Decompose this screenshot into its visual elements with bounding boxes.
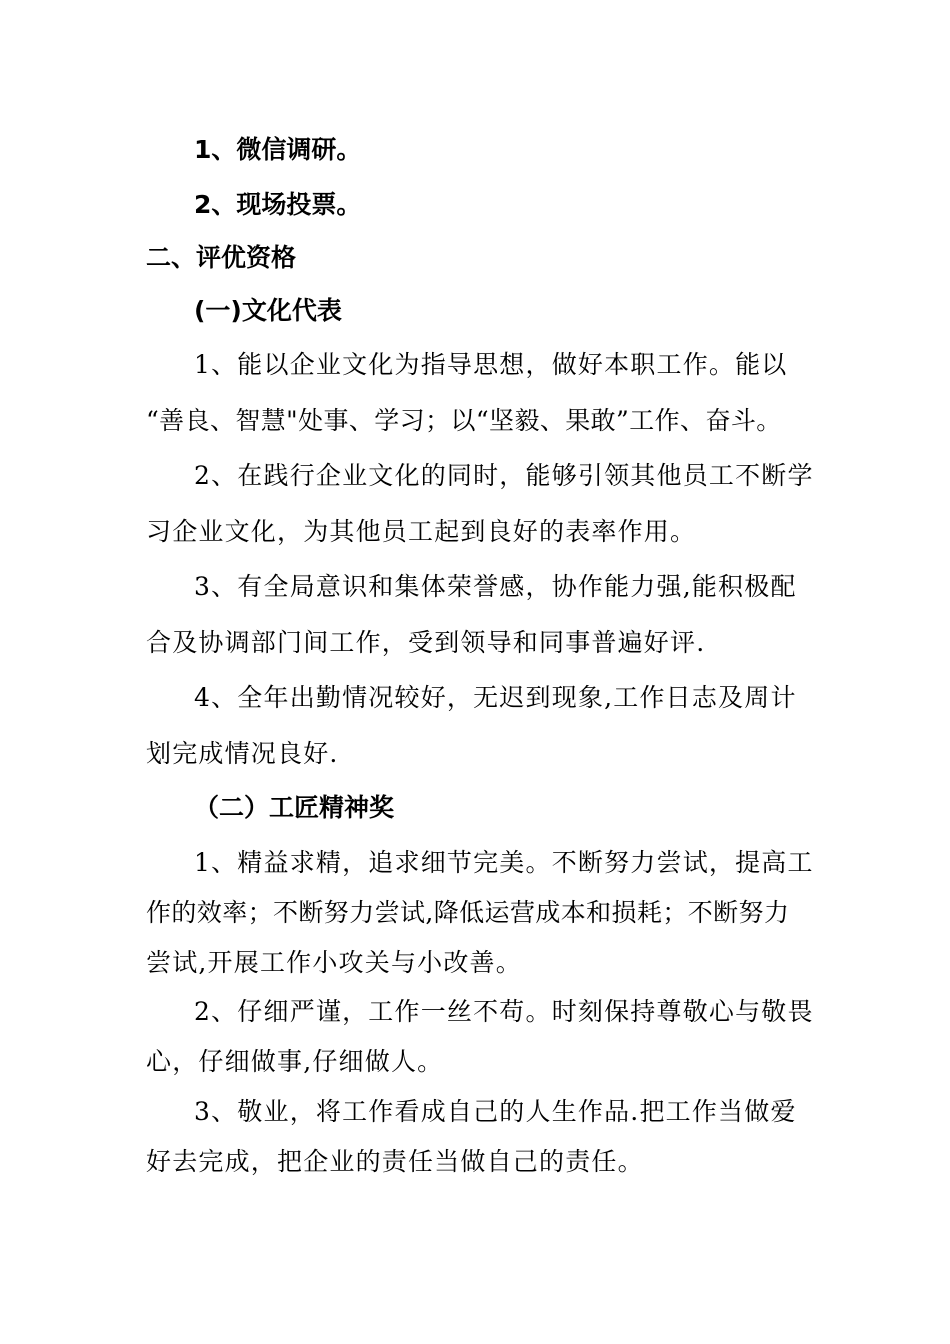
- subsection-heading-craftsman: （二）工匠精神奖: [194, 793, 395, 822]
- culture-item-4-line-2: 划完成情况良好.: [146, 739, 339, 768]
- craftsman-item-2-line-2: 心，仔细做事,仔细做人。: [146, 1047, 444, 1076]
- culture-item-2-line-2: 习企业文化，为其他员工起到良好的表率作用。: [146, 517, 697, 546]
- culture-item-1-line-1: 1、能以企业文化为指导思想，做好本职工作。能以: [194, 350, 788, 379]
- craftsman-item-1-line-1: 1、精益求精，追求细节完美。不断努力尝试，提高工: [194, 848, 814, 877]
- section-heading-qualification: 二、评优资格: [146, 243, 297, 272]
- craftsman-item-1-line-2: 作的效率；不断努力尝试,降低运营成本和损耗；不断努力: [146, 898, 790, 927]
- craftsman-item-3-line-1: 3、敬业，将工作看成自己的人生作品.把工作当做爱: [194, 1097, 797, 1126]
- culture-item-3-line-2: 合及协调部门间工作，受到领导和同事普遍好评.: [146, 628, 706, 657]
- culture-item-4-line-1: 4、全年出勤情况较好，无迟到现象,工作日志及周计: [194, 683, 797, 712]
- craftsman-item-3-line-2: 好去完成，把企业的责任当做自己的责任。: [146, 1147, 644, 1176]
- culture-item-1-line-2: “善良、智慧"处事、学习；以“坚毅、果敢”工作、奋斗。: [146, 406, 782, 435]
- culture-item-3-line-1: 3、有全局意识和集体荣誉感，协作能力强,能积极配: [194, 572, 797, 601]
- method-item-1: 1、微信调研。: [194, 135, 362, 164]
- method-item-2: 2、现场投票。: [194, 190, 362, 219]
- craftsman-item-1-line-3: 尝试,开展工作小攻关与小改善。: [146, 948, 522, 977]
- craftsman-item-2-line-1: 2、仔细严谨，工作一丝不苟。时刻保持尊敬心与敬畏: [194, 997, 814, 1026]
- subsection-heading-culture: (一)文化代表: [194, 296, 342, 325]
- culture-item-2-line-1: 2、在践行企业文化的同时，能够引领其他员工不断学: [194, 461, 814, 490]
